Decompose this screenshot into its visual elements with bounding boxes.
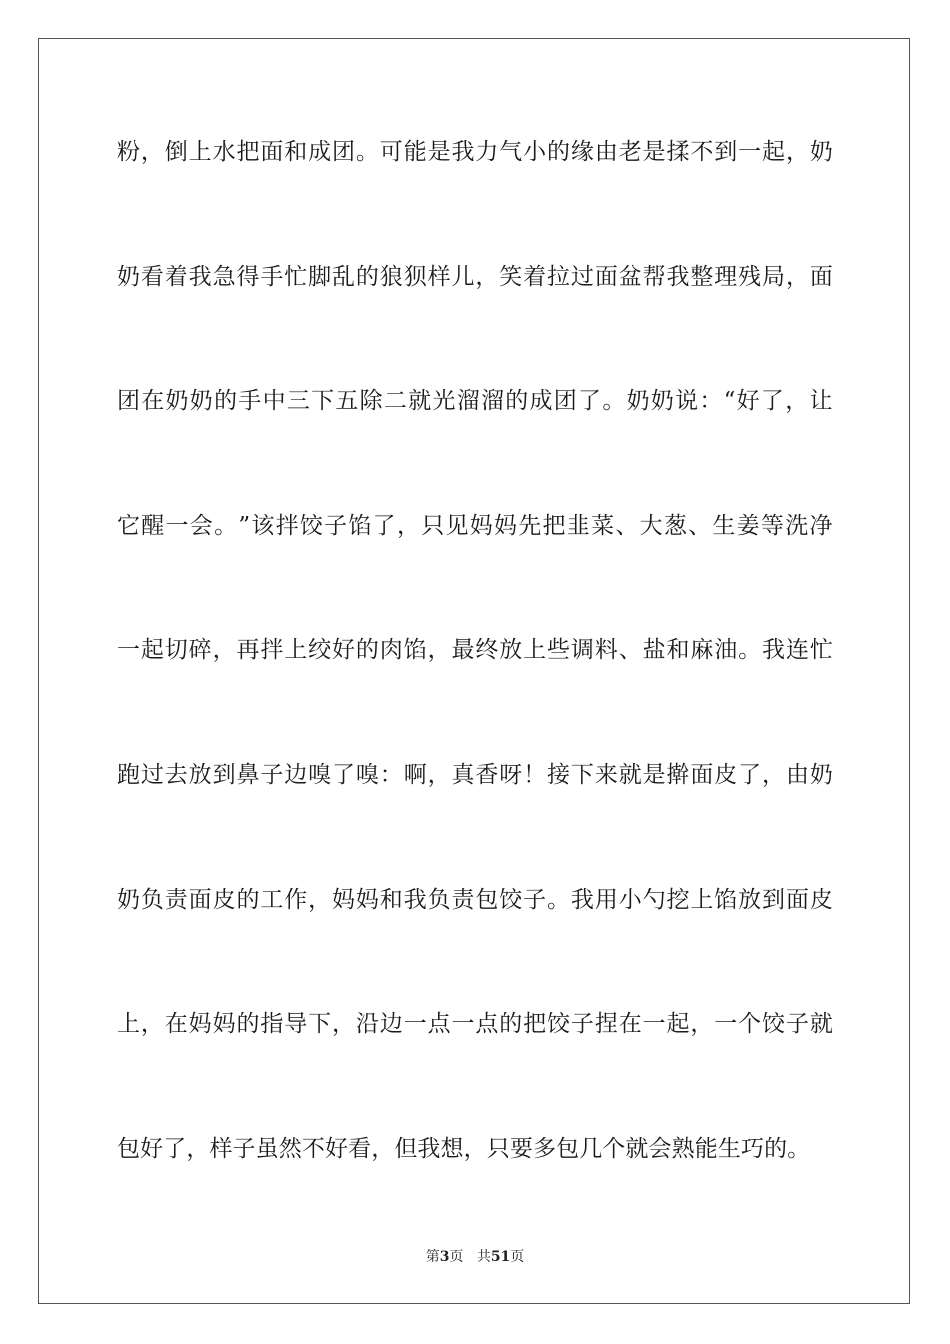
text-char: 奶 <box>650 388 674 415</box>
text-char: 妈 <box>355 886 380 913</box>
text-char: 揉 <box>666 139 690 165</box>
text-char: 馅 <box>348 512 372 539</box>
text-char: 能 <box>694 1135 718 1162</box>
text-char: 调 <box>570 637 595 664</box>
text-char: 用 <box>594 886 618 913</box>
text-char: 上 <box>690 886 714 913</box>
text-char: 是 <box>642 139 666 165</box>
text-char: 包 <box>556 1135 580 1162</box>
text-char: 葱 <box>663 512 687 539</box>
text-char: 笑 <box>499 263 523 290</box>
text-char: 油 <box>714 637 738 664</box>
text-char: 狈 <box>403 263 427 290</box>
text-char: 局 <box>762 263 786 290</box>
text-char: 跑 <box>117 761 141 788</box>
text-char: 看 <box>348 1135 372 1162</box>
text-char: 香 <box>475 761 499 788</box>
text-char: “ <box>723 388 736 415</box>
text-char: 就 <box>625 1135 649 1162</box>
text-char: 、 <box>688 512 712 539</box>
text-char: 一 <box>451 1011 475 1038</box>
text-char: 力 <box>475 139 499 165</box>
text-char: 一 <box>738 139 762 165</box>
text-char: 由 <box>594 139 618 165</box>
text-char: 了 <box>578 388 602 415</box>
text-char: 成 <box>529 388 553 415</box>
text-char: 起 <box>666 1011 690 1038</box>
text-char: 菜 <box>591 512 615 539</box>
text-char: 残 <box>738 263 762 290</box>
text-line-7 <box>117 878 833 1003</box>
text-char: 了 <box>738 761 762 788</box>
text-char: 多 <box>532 1135 557 1162</box>
text-char: 拌 <box>275 512 299 539</box>
text-char: 光 <box>432 388 456 415</box>
text-char: 、 <box>618 637 642 664</box>
text-char: 缘 <box>570 139 595 165</box>
text-char: 面 <box>260 139 284 165</box>
text-char: 奶 <box>165 388 189 415</box>
total-label-prefix: 共 <box>476 1249 491 1265</box>
text-char: 团 <box>553 388 577 415</box>
text-char: 指 <box>260 1011 284 1038</box>
text-line-4 <box>117 504 833 629</box>
text-char: 洗 <box>785 512 809 539</box>
text-char: 该 <box>251 512 275 539</box>
text-line-9 <box>117 1127 833 1252</box>
text-char: 能 <box>403 139 427 165</box>
text-char: 是 <box>427 139 451 165</box>
text-char: 盐 <box>642 637 666 664</box>
text-char: 把 <box>542 512 566 539</box>
text-char: 一 <box>714 1011 738 1038</box>
total-page-count: 51 <box>490 1249 511 1265</box>
text-char: 除 <box>359 388 383 415</box>
text-char: 妈 <box>469 512 493 539</box>
text-char: 奶 <box>809 139 833 165</box>
text-char: 嗅 <box>355 761 380 788</box>
text-char: 皮 <box>212 886 236 913</box>
text-char: 团 <box>117 388 141 415</box>
text-char: 妈 <box>188 1011 212 1038</box>
text-char: 上 <box>284 637 308 664</box>
text-char: ， <box>140 1011 164 1038</box>
text-char: 个 <box>602 1135 626 1162</box>
text-char: 溜 <box>456 388 480 415</box>
text-char: ， <box>427 637 451 664</box>
text-char: 虽 <box>255 1135 279 1162</box>
text-char: 由 <box>785 761 810 788</box>
text-char: 会 <box>648 1135 672 1162</box>
text-char: 把 <box>236 139 260 165</box>
text-char: 妈 <box>332 886 356 913</box>
text-char: 在 <box>618 1011 642 1038</box>
text-char: 碎 <box>188 637 212 664</box>
page-label-suffix: 页 <box>449 1249 464 1265</box>
text-line-2 <box>117 255 833 380</box>
text-char: 去 <box>164 761 188 788</box>
text-char: 好 <box>324 1135 349 1162</box>
text-char: 奶 <box>189 388 213 415</box>
text-char: 要 <box>509 1135 533 1162</box>
text-char: ， <box>463 1135 487 1162</box>
text-char: 我 <box>666 263 690 290</box>
text-char: 。 <box>547 886 571 913</box>
text-char: ， <box>785 139 810 165</box>
text-char: 真 <box>451 761 475 788</box>
text-char: 奶 <box>626 388 650 415</box>
text-char: 最 <box>451 637 475 664</box>
text-char: 生 <box>712 512 736 539</box>
text-char: 韭 <box>566 512 590 539</box>
text-char: 包 <box>117 1135 141 1162</box>
text-char: 了 <box>332 761 356 788</box>
text-char: 的 <box>547 139 571 165</box>
text-char: ， <box>186 1135 210 1162</box>
text-char: 着 <box>523 263 547 290</box>
text-char: 的 <box>505 388 529 415</box>
page-footer <box>0 1247 950 1267</box>
text-char: 切 <box>164 637 188 664</box>
text-char: 倒 <box>164 139 188 165</box>
text-char: 放 <box>499 637 523 664</box>
text-char: 鼻 <box>236 761 260 788</box>
text-char: 帮 <box>642 263 666 290</box>
text-char: 在 <box>164 1011 188 1038</box>
text-char: 子 <box>785 1011 810 1038</box>
text-char: 肉 <box>379 637 403 664</box>
text-char: 连 <box>785 637 810 664</box>
text-char: 。 <box>355 139 380 165</box>
text-char: 子 <box>523 886 547 913</box>
text-char: 可 <box>379 139 403 165</box>
text-char: 不 <box>301 1135 325 1162</box>
text-char: 的 <box>355 263 380 290</box>
text-char: ， <box>396 512 421 539</box>
text-char: 面 <box>809 263 833 290</box>
text-char: 、 <box>615 512 639 539</box>
text-char: 拉 <box>547 263 571 290</box>
text-char: 料 <box>594 637 618 664</box>
text-char: 二 <box>383 388 408 415</box>
text-char: 妈 <box>212 1011 236 1038</box>
text-char: 姜 <box>736 512 760 539</box>
text-char: 馅 <box>714 886 738 913</box>
text-char: 溜 <box>480 388 505 415</box>
text-char: 忙 <box>809 637 833 664</box>
text-char: 啊 <box>403 761 427 788</box>
text-char: ， <box>332 1011 356 1038</box>
text-char: ， <box>140 139 164 165</box>
text-char: 下 <box>570 761 595 788</box>
text-char: 边 <box>284 761 308 788</box>
text-char: 乱 <box>332 263 356 290</box>
text-char: 儿 <box>451 263 475 290</box>
text-char: 终 <box>475 637 499 664</box>
text-char: 狼 <box>379 263 403 290</box>
text-char: 先 <box>518 512 542 539</box>
text-char: 个 <box>738 1011 762 1038</box>
text-char: 了 <box>163 1135 187 1162</box>
text-line-6 <box>117 753 833 878</box>
text-char: 饺 <box>547 1011 571 1038</box>
text-char: 一 <box>642 1011 666 1038</box>
text-char: 我 <box>188 263 212 290</box>
text-char: 子 <box>232 1135 256 1162</box>
text-char: 样 <box>427 263 451 290</box>
text-char: 粉 <box>117 139 141 165</box>
text-char: 我 <box>403 886 427 913</box>
text-char: 看 <box>140 263 164 290</box>
text-char: 成 <box>308 139 332 165</box>
text-char: 嗅 <box>308 761 332 788</box>
text-char: 来 <box>594 761 618 788</box>
text-char: 和 <box>666 637 690 664</box>
text-char: 醒 <box>141 512 165 539</box>
text-char: 团 <box>332 139 356 165</box>
text-char: 急 <box>212 263 236 290</box>
text-char: 再 <box>236 637 260 664</box>
text-char: ， <box>785 263 810 290</box>
text-line-3 <box>117 379 833 504</box>
text-char: 的 <box>355 637 380 664</box>
text-char: 子 <box>260 761 284 788</box>
text-char: 它 <box>117 512 141 539</box>
text-char: 见 <box>445 512 469 539</box>
text-char: 下 <box>311 388 335 415</box>
text-char: 放 <box>188 761 212 788</box>
text-char: 盆 <box>618 263 642 290</box>
text-char: 整 <box>690 263 714 290</box>
text-char: ， <box>371 1135 395 1162</box>
text-char: 我 <box>570 886 595 913</box>
text-line-5 <box>117 628 833 753</box>
text-char: 和 <box>379 886 403 913</box>
text-char: 我 <box>417 1135 441 1162</box>
text-char: 大 <box>639 512 663 539</box>
text-char: ， <box>427 761 451 788</box>
text-char: 到 <box>762 886 786 913</box>
text-char: 我 <box>762 637 786 664</box>
text-char: 。 <box>787 1135 811 1162</box>
text-char: 饺 <box>762 1011 786 1038</box>
text-char: 一 <box>117 637 141 664</box>
text-char: ， <box>212 637 236 664</box>
text-char: 小 <box>618 886 642 913</box>
text-char: 导 <box>284 1011 308 1038</box>
text-char: 说 <box>675 388 699 415</box>
text-char: 过 <box>140 761 164 788</box>
text-char: 是 <box>642 761 666 788</box>
text-char: 上 <box>117 1011 141 1038</box>
text-char: 的 <box>764 1135 788 1162</box>
text-char: 的 <box>499 1011 523 1038</box>
text-char: ！ <box>523 761 547 788</box>
text-char: 。 <box>602 388 626 415</box>
text-char: 工 <box>260 886 284 913</box>
text-char: 小 <box>523 139 547 165</box>
text-char: 一 <box>165 512 189 539</box>
text-char: 着 <box>164 263 188 290</box>
text-char: 负 <box>140 886 164 913</box>
text-char: 好 <box>332 637 356 664</box>
text-char: 样 <box>209 1135 233 1162</box>
text-char: 捏 <box>594 1011 618 1038</box>
text-char: 点 <box>427 1011 451 1038</box>
text-char: 想 <box>440 1135 464 1162</box>
text-char: 沿 <box>355 1011 380 1038</box>
text-char: 起 <box>140 637 164 664</box>
text-char: 皮 <box>714 761 738 788</box>
text-char: 的 <box>236 886 260 913</box>
text-char: 水 <box>212 139 236 165</box>
text-char: 就 <box>809 1011 833 1038</box>
text-line-1 <box>117 130 833 255</box>
text-char: 巧 <box>740 1135 765 1162</box>
text-char: 只 <box>421 512 445 539</box>
text-char: 责 <box>164 886 188 913</box>
text-char: 中 <box>262 388 286 415</box>
text-char: 子 <box>570 1011 595 1038</box>
text-char: 奶 <box>117 263 141 290</box>
text-char: 饺 <box>499 886 523 913</box>
text-char: 我 <box>451 139 475 165</box>
text-char: 把 <box>523 1011 547 1038</box>
text-char: 气 <box>499 139 523 165</box>
text-char: 就 <box>618 761 642 788</box>
text-char: 麻 <box>690 637 714 664</box>
text-char: 面 <box>690 761 714 788</box>
text-char: 起 <box>762 139 786 165</box>
text-char: 挖 <box>666 886 690 913</box>
text-char: 生 <box>717 1135 741 1162</box>
text-char: 包 <box>475 886 499 913</box>
text-char: ， <box>690 1011 714 1038</box>
text-char: 下 <box>308 1011 332 1038</box>
text-char: 老 <box>618 139 642 165</box>
text-char: ， <box>785 388 809 415</box>
text-char: 手 <box>238 388 262 415</box>
text-char: 勺 <box>642 886 666 913</box>
text-char: ， <box>308 886 332 913</box>
text-char: 到 <box>212 761 236 788</box>
text-char: 脚 <box>308 263 332 290</box>
text-char: 作 <box>284 886 308 913</box>
text-char: 绞 <box>308 637 332 664</box>
text-char: 过 <box>570 263 595 290</box>
text-char: 好 <box>736 388 760 415</box>
text-char: 和 <box>284 139 308 165</box>
text-char: 了 <box>760 388 785 415</box>
text-char: ： <box>379 761 403 788</box>
text-char: 边 <box>379 1011 403 1038</box>
text-char: 上 <box>523 637 547 664</box>
text-char: 负 <box>427 886 451 913</box>
text-char: 手 <box>260 263 284 290</box>
text-char: 让 <box>809 388 833 415</box>
text-char: 面 <box>594 263 618 290</box>
text-char: 得 <box>236 263 260 290</box>
text-char: 奶 <box>809 761 833 788</box>
text-char: 擀 <box>666 761 690 788</box>
current-page-number: 3 <box>439 1249 450 1265</box>
text-char: ： <box>699 388 723 415</box>
text-char: 但 <box>394 1135 418 1162</box>
text-char: 呀 <box>499 761 523 788</box>
text-char: 不 <box>690 139 714 165</box>
text-char: 饺 <box>299 512 323 539</box>
text-char: 皮 <box>809 886 833 913</box>
text-char: 理 <box>714 263 738 290</box>
text-char: 就 <box>408 388 432 415</box>
text-char: 。 <box>738 637 762 664</box>
text-char: 了 <box>372 512 396 539</box>
text-char: 会 <box>189 512 213 539</box>
text-char: 上 <box>188 139 212 165</box>
text-char: 妈 <box>494 512 518 539</box>
text-char: 熟 <box>671 1135 695 1162</box>
text-char: 到 <box>714 139 738 165</box>
text-char: 几 <box>579 1135 603 1162</box>
text-char: 在 <box>141 388 165 415</box>
text-char: 的 <box>214 388 238 415</box>
text-char: 放 <box>738 886 762 913</box>
text-char: 子 <box>324 512 348 539</box>
text-char: ， <box>475 263 499 290</box>
text-char: 面 <box>188 886 212 913</box>
text-char: 些 <box>547 637 571 664</box>
text-char: 只 <box>486 1135 510 1162</box>
text-char: 净 <box>809 512 833 539</box>
text-char: 五 <box>335 388 359 415</box>
document-body <box>117 130 833 1251</box>
text-char: 馅 <box>403 637 427 664</box>
text-char: 等 <box>760 512 785 539</box>
text-char: 好 <box>140 1135 164 1162</box>
text-char: 接 <box>547 761 571 788</box>
page-label-prefix: 第 <box>425 1249 440 1265</box>
text-char: 责 <box>451 886 475 913</box>
text-char: 奶 <box>117 886 141 913</box>
text-line-8 <box>117 1002 833 1127</box>
text-char: 拌 <box>260 637 284 664</box>
text-char: 面 <box>785 886 810 913</box>
text-char: 然 <box>278 1135 302 1162</box>
text-char: ” <box>238 512 251 539</box>
text-char: 忙 <box>284 263 308 290</box>
text-char: 三 <box>286 388 310 415</box>
text-char: ， <box>762 761 786 788</box>
total-label-suffix: 页 <box>510 1249 525 1265</box>
text-char: 。 <box>214 512 238 539</box>
text-char: 的 <box>236 1011 260 1038</box>
text-char: 一 <box>403 1011 427 1038</box>
text-char: 点 <box>475 1011 499 1038</box>
